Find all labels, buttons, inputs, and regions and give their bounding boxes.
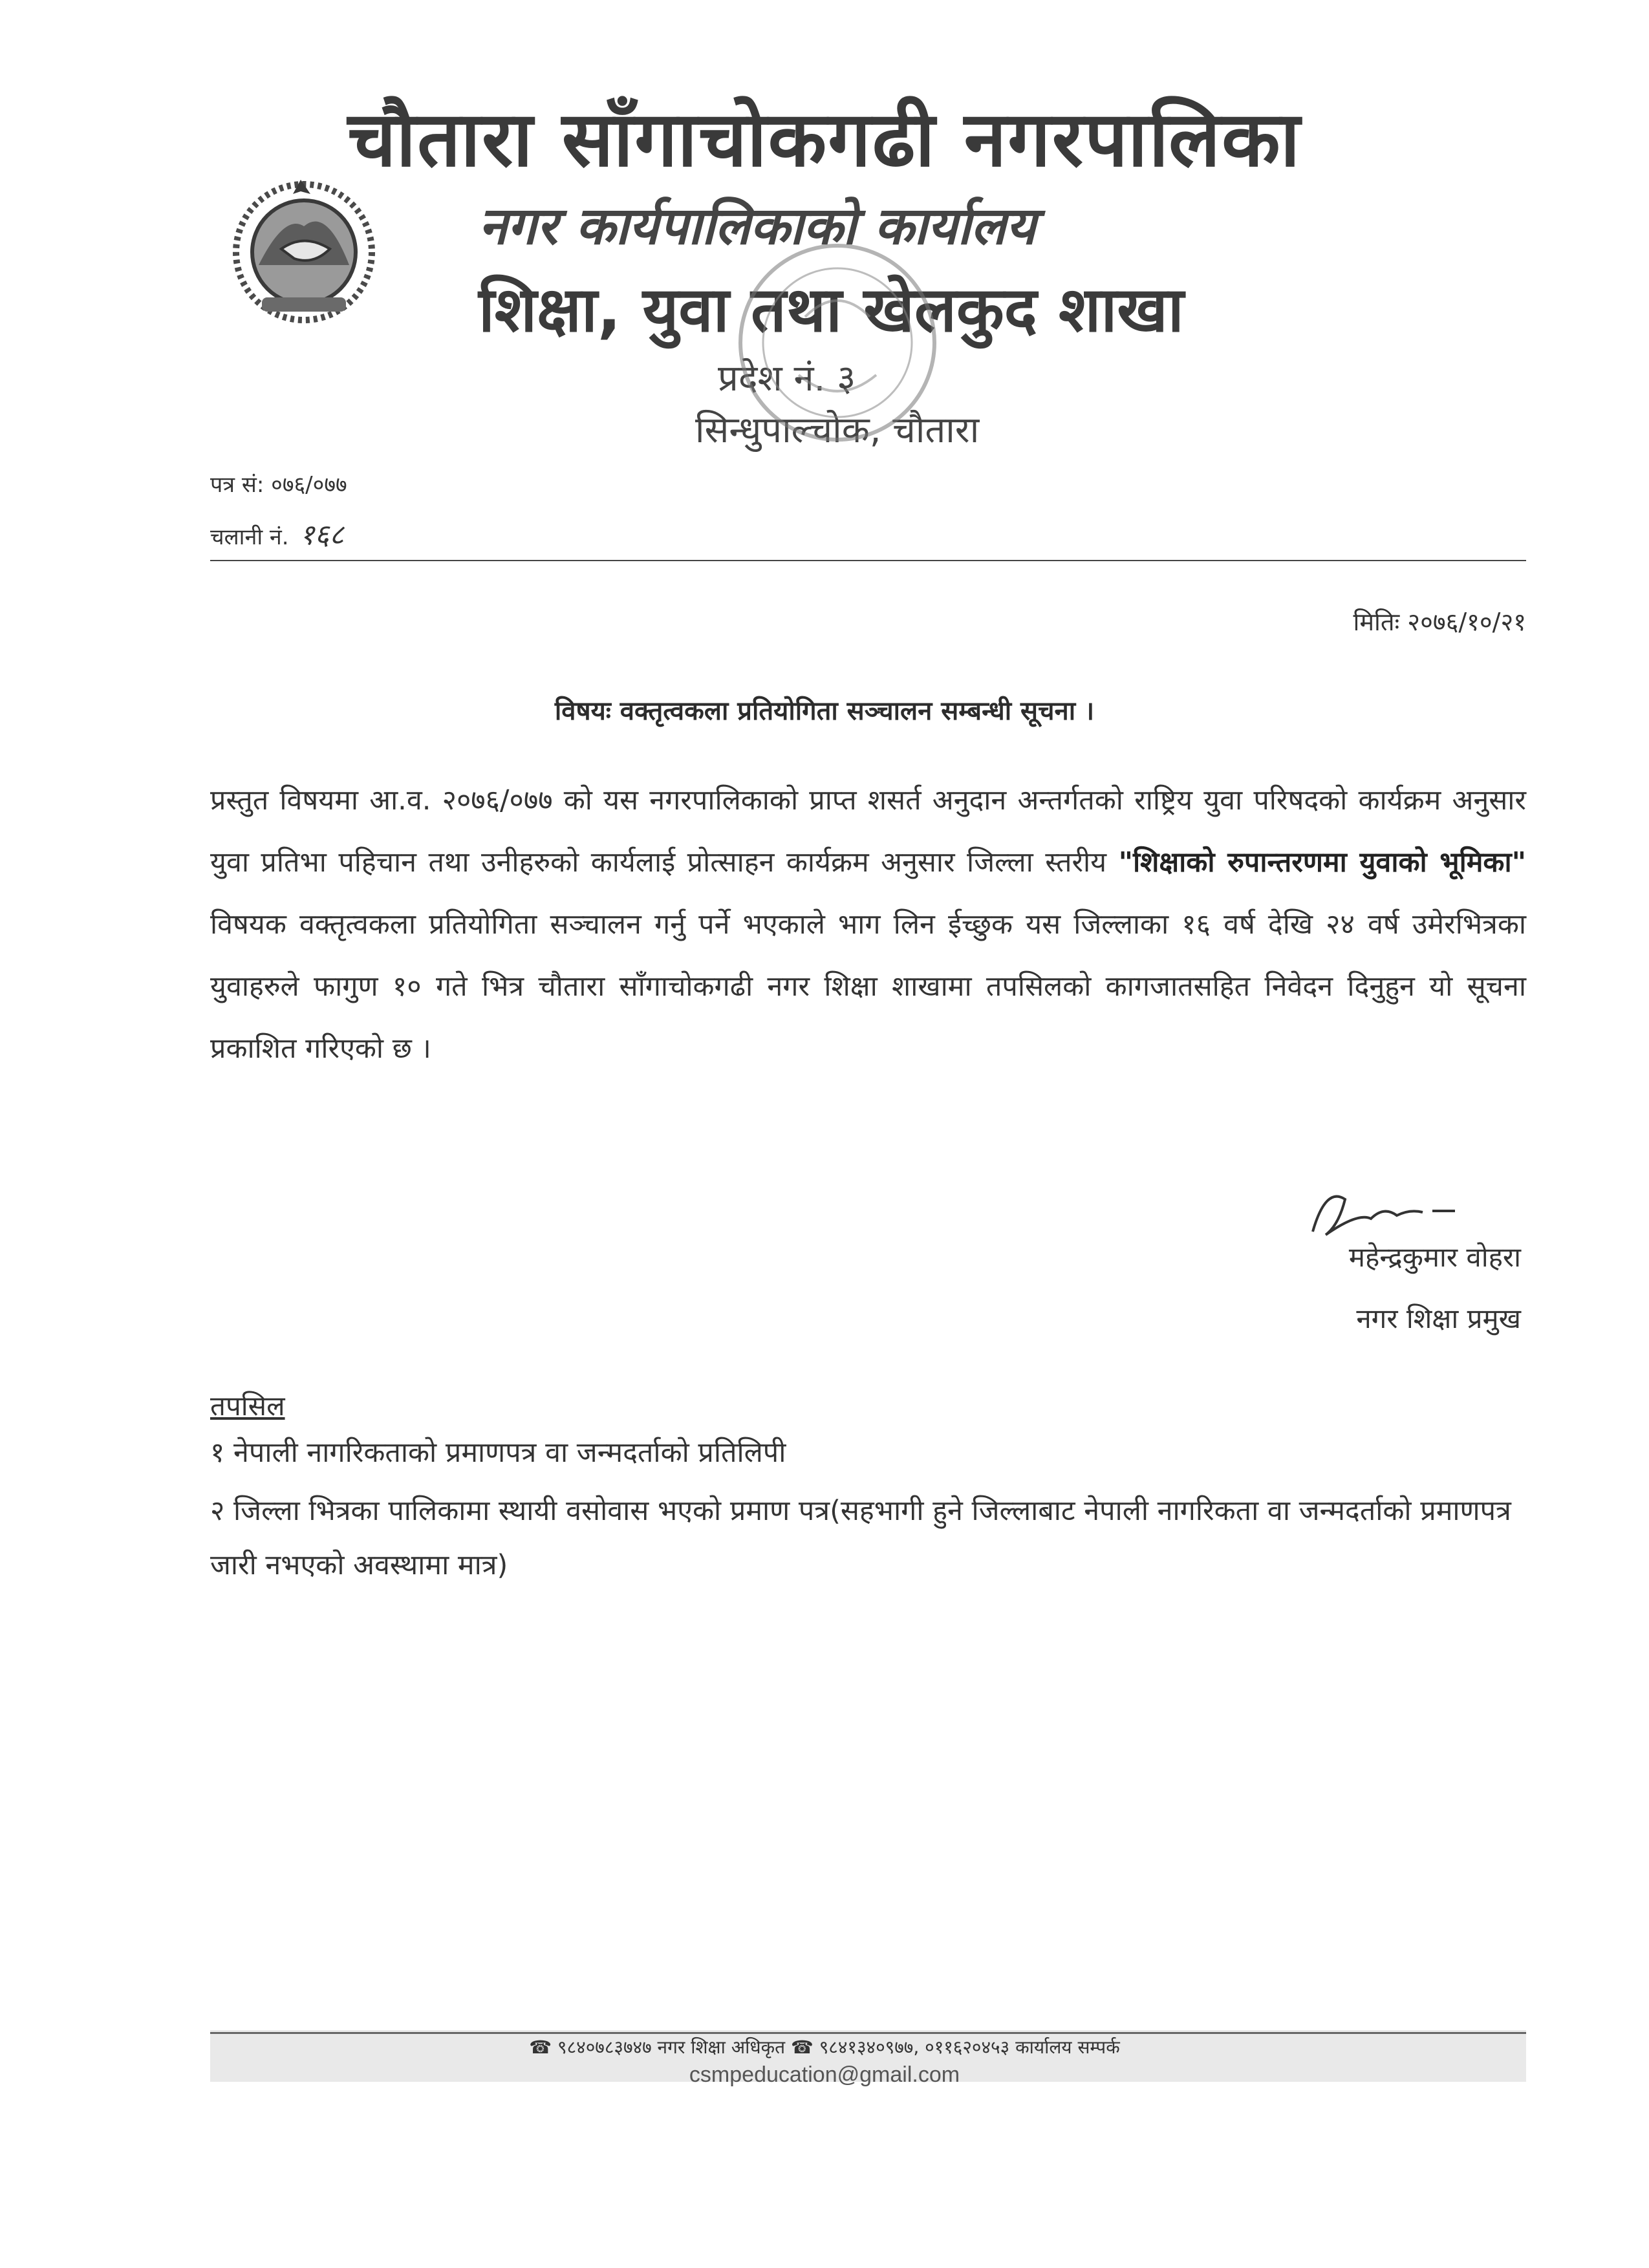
signatory-title: नगर शिक्षा प्रमुख	[1356, 1303, 1521, 1334]
footer-email: csmpeducation@gmail.com	[689, 2062, 960, 2087]
signatory-name: महेन्द्रकुमार वोहरा	[1348, 1241, 1521, 1273]
annex-title: तपसिल	[210, 1390, 285, 1422]
chalani-handwritten-value: १६८	[299, 519, 345, 551]
office-stamp	[708, 213, 967, 472]
body-part-2: विषयक वक्तृत्वकला प्रतियोगिता सञ्चालन गर्नु पर्ने भएकाले भाग लिन ईच्छुक यस जिल्लाका १६ वर्ष देखि २४ वर्ष उमेरभित्रका युवाहरुले फागुण १० गते भित्र चौतारा साँगाचोकगढी नगर शिक्षा शाखामा तपसिलको कागजातसहित निवेदन दिनुहुन यो सूचना प्रकाशित गरिएको छ ।	[210, 908, 1526, 1065]
municipality-name: चौतारा साँगाचोकगढी नगरपालिका	[347, 94, 1302, 184]
office-name: नगर कार्यपालिकाको कार्यालय	[479, 196, 1036, 256]
annex-item: २ जिल्ला भित्रका पालिकामा स्थायी वसोवास भएको प्रमाण पत्र(सहभागी हुने जिल्लाबाट नेपाली नागरिकता वा जन्मदर्ताको प्रमाणपत्र जारी नभएको अवस्थामा मात्र)	[210, 1495, 1511, 1581]
patra-sankhya-label: पत्र सं:	[210, 472, 264, 498]
section-name: शिक्षा, युवा तथा खेलकुद शाखा	[479, 273, 1184, 346]
province-line: प्रदेश नं. ३	[718, 358, 856, 400]
footer-divider	[210, 2032, 1526, 2034]
chalani-label: चलानी नं.	[210, 524, 289, 550]
notice-body	[210, 769, 1526, 1080]
nepal-emblem-icon	[223, 168, 385, 330]
header-divider	[210, 560, 1526, 561]
issue-date: मितिः २०७६/१०/२१	[1353, 608, 1526, 636]
chalani-number	[210, 514, 344, 553]
patra-sankhya-value: ०७६/०७७	[271, 472, 347, 498]
footer-phone-line: ☎ ९८४०७८३७४७ नगर शिक्षा अधिकृत ☎ ९८४१३४०९७७, ०११६२०४५३ कार्यालय सम्पर्क	[529, 2037, 1120, 2058]
subject-line: विषयः वक्तृत्वकला प्रतियोगिता सञ्चालन सम्बन्धी सूचना ।	[554, 696, 1095, 726]
body-topic: "शिक्षाको रुपान्तरणमा युवाको भूमिका"	[1118, 846, 1527, 879]
patra-sankhya	[210, 469, 347, 498]
annex-item: १ नेपाली नागरिकताको प्रमाणपत्र वा जन्मदर्ताको प्रतिलिपी	[210, 1437, 786, 1469]
location-line: सिन्धुपाल्चोक, चौतारा	[695, 409, 980, 451]
body-part-1: प्रस्तुत विषयमा आ.व. २०७६/०७७ को यस नगरपालिकाको प्राप्त शसर्त अनुदान अन्तर्गतको राष्ट्रिय युवा परिषदको कार्यक्रम अनुसार युवा प्रतिभा पहिचान तथा उनीहरुको कार्यलाई प्रोत्साहन कार्यक्रम अनुसार जिल्ला स्तरीय	[210, 784, 1526, 879]
